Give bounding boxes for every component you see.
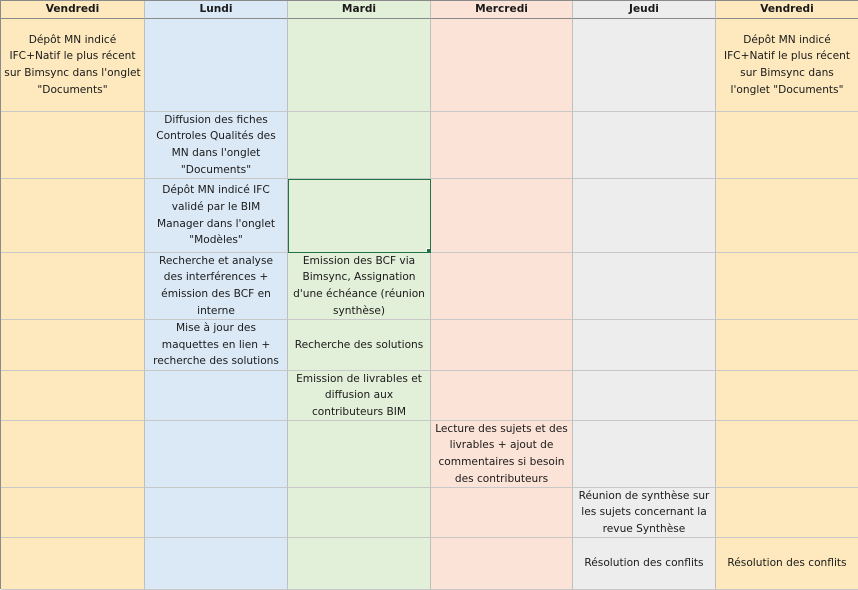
- cell-r6-mardi[interactable]: Emission de livrables et diffusion aux contributeurs BIM: [288, 371, 431, 421]
- cell-r4-mardi[interactable]: Emission des BCF via Bimsync, Assignation d'une échéance (réunion synthèse): [288, 253, 431, 320]
- cell-r5-vendredi-2[interactable]: [716, 320, 858, 371]
- cell-r8-vendredi[interactable]: [1, 488, 145, 538]
- cell-r9-vendredi-2[interactable]: Résolution des conflits: [716, 538, 858, 590]
- cell-r7-jeudi[interactable]: [573, 421, 716, 488]
- cell-r3-lundi[interactable]: Dépôt MN indicé IFC validé par le BIM Manager dans l'onglet "Modèles": [145, 179, 288, 253]
- cell-r5-mardi[interactable]: Recherche des solutions: [288, 320, 431, 371]
- header-mardi[interactable]: Mardi: [288, 1, 431, 19]
- cell-r8-mardi[interactable]: [288, 488, 431, 538]
- cell-r2-vendredi-2[interactable]: [716, 112, 858, 179]
- cell-r1-mercredi[interactable]: [431, 19, 573, 112]
- cell-r4-mercredi[interactable]: [431, 253, 573, 320]
- cell-r8-mercredi[interactable]: [431, 488, 573, 538]
- cell-r7-mercredi[interactable]: Lecture des sujets et des livrables + ajout de commentaires si besoin des contributeurs: [431, 421, 573, 488]
- cell-r1-vendredi[interactable]: Dépôt MN indicé IFC+Natif le plus récent sur Bimsync dans l'onglet "Documents": [1, 19, 145, 112]
- cell-r6-lundi[interactable]: [145, 371, 288, 421]
- cell-r5-lundi[interactable]: Mise à jour des maquettes en lien + recherche des solutions: [145, 320, 288, 371]
- header-vendredi-2[interactable]: Vendredi: [716, 1, 858, 19]
- cell-r9-jeudi[interactable]: Résolution des conflits: [573, 538, 716, 590]
- cell-r7-vendredi[interactable]: [1, 421, 145, 488]
- cell-r3-vendredi[interactable]: [1, 179, 145, 253]
- cell-r5-vendredi[interactable]: [1, 320, 145, 371]
- header-lundi[interactable]: Lundi: [145, 1, 288, 19]
- cell-r1-vendredi-2[interactable]: Dépôt MN indicé IFC+Natif le plus récent sur Bimsync dans l'onglet "Documents": [716, 19, 858, 112]
- cell-r4-vendredi-2[interactable]: [716, 253, 858, 320]
- cell-r9-lundi[interactable]: [145, 538, 288, 590]
- cell-r7-mardi[interactable]: [288, 421, 431, 488]
- cell-r6-jeudi[interactable]: [573, 371, 716, 421]
- cell-r8-vendredi-2[interactable]: [716, 488, 858, 538]
- cell-r6-vendredi-2[interactable]: [716, 371, 858, 421]
- cell-r5-jeudi[interactable]: [573, 320, 716, 371]
- cell-r3-mardi-selected[interactable]: [288, 179, 431, 253]
- cell-r6-vendredi[interactable]: [1, 371, 145, 421]
- cell-r7-vendredi-2[interactable]: [716, 421, 858, 488]
- cell-r8-jeudi[interactable]: Réunion de synthèse sur les sujets concernant la revue Synthèse: [573, 488, 716, 538]
- cell-r4-jeudi[interactable]: [573, 253, 716, 320]
- cell-r9-mercredi[interactable]: [431, 538, 573, 590]
- header-mercredi[interactable]: Mercredi: [431, 1, 573, 19]
- cell-r3-jeudi[interactable]: [573, 179, 716, 253]
- cell-r4-vendredi[interactable]: [1, 253, 145, 320]
- cell-r8-lundi[interactable]: [145, 488, 288, 538]
- cell-r2-lundi[interactable]: Diffusion des fiches Controles Qualités des MN dans l'onglet "Documents": [145, 112, 288, 179]
- header-jeudi[interactable]: Jeudi: [573, 1, 716, 19]
- cell-r1-lundi[interactable]: [145, 19, 288, 112]
- cell-r9-vendredi[interactable]: [1, 538, 145, 590]
- cell-r2-mercredi[interactable]: [431, 112, 573, 179]
- cell-r1-mardi[interactable]: [288, 19, 431, 112]
- cell-r2-mardi[interactable]: [288, 112, 431, 179]
- cell-r3-mercredi[interactable]: [431, 179, 573, 253]
- cell-r5-mercredi[interactable]: [431, 320, 573, 371]
- header-vendredi-1[interactable]: Vendredi: [1, 1, 145, 19]
- cell-r4-lundi[interactable]: Recherche et analyse des interférences + émission des BCF en interne: [145, 253, 288, 320]
- cell-r2-vendredi[interactable]: [1, 112, 145, 179]
- cell-r6-mercredi[interactable]: [431, 371, 573, 421]
- cell-r9-mardi[interactable]: [288, 538, 431, 590]
- cell-r1-jeudi[interactable]: [573, 19, 716, 112]
- cell-r2-jeudi[interactable]: [573, 112, 716, 179]
- cell-r7-lundi[interactable]: [145, 421, 288, 488]
- cell-r3-vendredi-2[interactable]: [716, 179, 858, 253]
